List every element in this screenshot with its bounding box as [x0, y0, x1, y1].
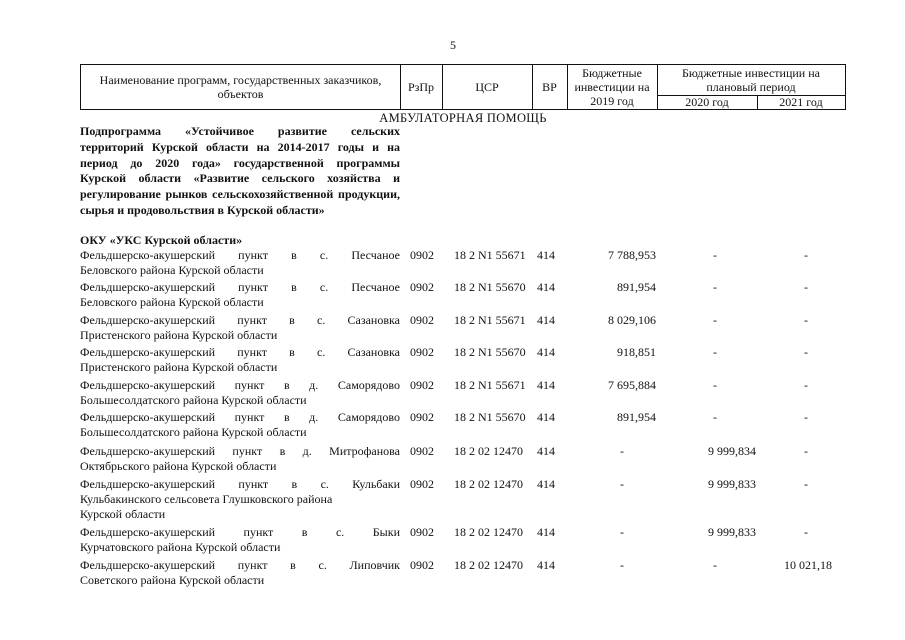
- cell-budget-2020: -: [713, 410, 717, 424]
- object-name: [80, 477, 400, 522]
- cell-budget-2019: 918,851: [617, 345, 656, 359]
- header-budget-2019: Бюджетные инвестиции на 2019 год: [567, 65, 658, 109]
- cell-rzpr: 0902: [410, 410, 434, 424]
- cell-vr: 414: [537, 410, 555, 424]
- cell-budget-2020: -: [713, 280, 717, 294]
- cell-budget-2021: -: [804, 410, 808, 424]
- object-name-line: Октябрьского района Курской области: [80, 459, 277, 473]
- object-name: [80, 410, 400, 440]
- object-name-line: Пристенского района Курской области: [80, 360, 278, 374]
- page-number: 5: [450, 38, 456, 52]
- cell-vr: 414: [537, 313, 555, 327]
- cell-budget-2020: -: [713, 313, 717, 327]
- cell-rzpr: 0902: [410, 477, 434, 491]
- cell-rzpr: 0902: [410, 378, 434, 392]
- customer-name: ОКУ «УКС Курской области»: [80, 233, 243, 247]
- object-name-line: Большесолдатского района Курской области: [80, 393, 307, 407]
- cell-vr: 414: [537, 525, 555, 539]
- cell-budget-2021: -: [804, 345, 808, 359]
- cell-csr: 18 2 02 12470: [454, 477, 523, 491]
- object-name-line: Фельдшерско-акушерский пункт в с. Быки: [80, 525, 400, 539]
- object-name-line: Пристенского района Курской области: [80, 328, 278, 342]
- cell-budget-2021: -: [804, 378, 808, 392]
- cell-budget-2020: 9 999,833: [708, 477, 756, 491]
- cell-budget-2021: -: [804, 313, 808, 327]
- cell-rzpr: 0902: [410, 558, 434, 572]
- cell-budget-2021: -: [804, 444, 808, 458]
- cell-rzpr: 0902: [410, 444, 434, 458]
- object-name: [80, 248, 400, 278]
- object-name-line: Фельдшерско-акушерский пункт в с. Песчаное: [80, 248, 400, 262]
- header-year-2020: 2020 год: [657, 95, 758, 109]
- cell-budget-2020: 9 999,833: [708, 525, 756, 539]
- cell-vr: 414: [537, 248, 555, 262]
- object-name: [80, 280, 400, 310]
- object-name-line: Фельдшерско-акушерский пункт в с. Сазановка: [80, 345, 400, 359]
- cell-budget-2020: -: [713, 345, 717, 359]
- cell-budget-2019: 891,954: [617, 410, 656, 424]
- object-name: [80, 444, 400, 474]
- cell-budget-2019: -: [620, 525, 624, 539]
- cell-csr: 18 2 N1 55670: [454, 280, 526, 294]
- cell-rzpr: 0902: [410, 248, 434, 262]
- object-name-line: Кульбакинского сельсовета Глушковского района: [80, 492, 333, 506]
- cell-budget-2020: 9 999,834: [708, 444, 756, 458]
- cell-rzpr: 0902: [410, 525, 434, 539]
- header-vr: ВР: [532, 65, 568, 109]
- cell-csr: 18 2 N1 55670: [454, 410, 526, 424]
- cell-budget-2019: -: [620, 558, 624, 572]
- cell-budget-2020: -: [713, 378, 717, 392]
- object-name-line: Фельдшерско-акушерский пункт в с. Кульбаки: [80, 477, 400, 491]
- cell-rzpr: 0902: [410, 313, 434, 327]
- object-name-line: Советского района Курской области: [80, 573, 265, 587]
- cell-rzpr: 0902: [410, 280, 434, 294]
- section-title: АМБУЛАТОРНАЯ ПОМОЩЬ: [379, 111, 547, 125]
- cell-csr: 18 2 02 12470: [454, 444, 523, 458]
- object-name-line: Большесолдатского района Курской области: [80, 425, 307, 439]
- cell-csr: 18 2 02 12470: [454, 525, 523, 539]
- cell-csr: 18 2 02 12470: [454, 558, 523, 572]
- cell-vr: 414: [537, 477, 555, 491]
- object-name: [80, 378, 400, 408]
- cell-budget-2019: 891,954: [617, 280, 656, 294]
- object-name-line: Фельдшерско-акушерский пункт в д. Саморядово: [80, 378, 400, 392]
- cell-vr: 414: [537, 558, 555, 572]
- cell-budget-2019: 8 029,106: [608, 313, 656, 327]
- cell-budget-2020: -: [713, 248, 717, 262]
- object-name-line: Фельдшерско-акушерский пункт в с. Липовчик: [80, 558, 400, 572]
- header-year-2021: 2021 год: [779, 94, 823, 109]
- cell-budget-2021: -: [804, 280, 808, 294]
- header-rzpr: РзПр: [400, 65, 443, 109]
- subprogram-title: Подпрограмма «Устойчивое развитие сельских территорий Курской области на 2014-2017 годы и на период до 2020 года» государственной программы Курской области «Развитие сельского хозяйства и регулирование рынков сельскохозяйственной продукции, сырья и продовольствия в Курской области»: [80, 124, 400, 217]
- cell-csr: 18 2 N1 55671: [454, 248, 526, 262]
- cell-budget-2019: 7 695,884: [608, 378, 656, 392]
- header-planned-period: Бюджетные инвестиции на плановый период: [657, 65, 845, 96]
- cell-csr: 18 2 N1 55670: [454, 345, 526, 359]
- cell-csr: 18 2 N1 55671: [454, 313, 526, 327]
- object-name: [80, 525, 400, 555]
- object-name-line: Фельдшерско-акушерский пункт в д. Митрофанова: [80, 444, 400, 458]
- cell-budget-2021: 10 021,18: [784, 558, 832, 572]
- object-name-line: Беловского района Курской области: [80, 263, 264, 277]
- object-name: [80, 345, 400, 375]
- table-header: [80, 64, 846, 110]
- cell-vr: 414: [537, 345, 555, 359]
- cell-rzpr: 0902: [410, 345, 434, 359]
- cell-csr: 18 2 N1 55671: [454, 378, 526, 392]
- object-name-line: Фельдшерско-акушерский пункт в д. Саморядово: [80, 410, 400, 424]
- cell-budget-2020: -: [713, 558, 717, 572]
- cell-budget-2021: -: [804, 525, 808, 539]
- object-name-line: Беловского района Курской области: [80, 295, 264, 309]
- header-csr: ЦСР: [442, 65, 533, 109]
- object-name-line: Курской области: [80, 507, 166, 521]
- cell-vr: 414: [537, 378, 555, 392]
- object-name-line: Фельдшерско-акушерский пункт в с. Песчаное: [80, 280, 400, 294]
- cell-budget-2019: -: [620, 444, 624, 458]
- cell-budget-2021: -: [804, 477, 808, 491]
- cell-budget-2021: -: [804, 248, 808, 262]
- cell-vr: 414: [537, 280, 555, 294]
- cell-vr: 414: [537, 444, 555, 458]
- cell-budget-2019: -: [620, 477, 624, 491]
- object-name: [80, 313, 400, 343]
- header-name: Наименование программ, государственных заказчиков, объектов: [81, 65, 401, 109]
- object-name: [80, 558, 400, 588]
- object-name-line: Фельдшерско-акушерский пункт в с. Сазановка: [80, 313, 400, 327]
- cell-budget-2019: 7 788,953: [608, 248, 656, 262]
- object-name-line: Курчатовского района Курской области: [80, 540, 281, 554]
